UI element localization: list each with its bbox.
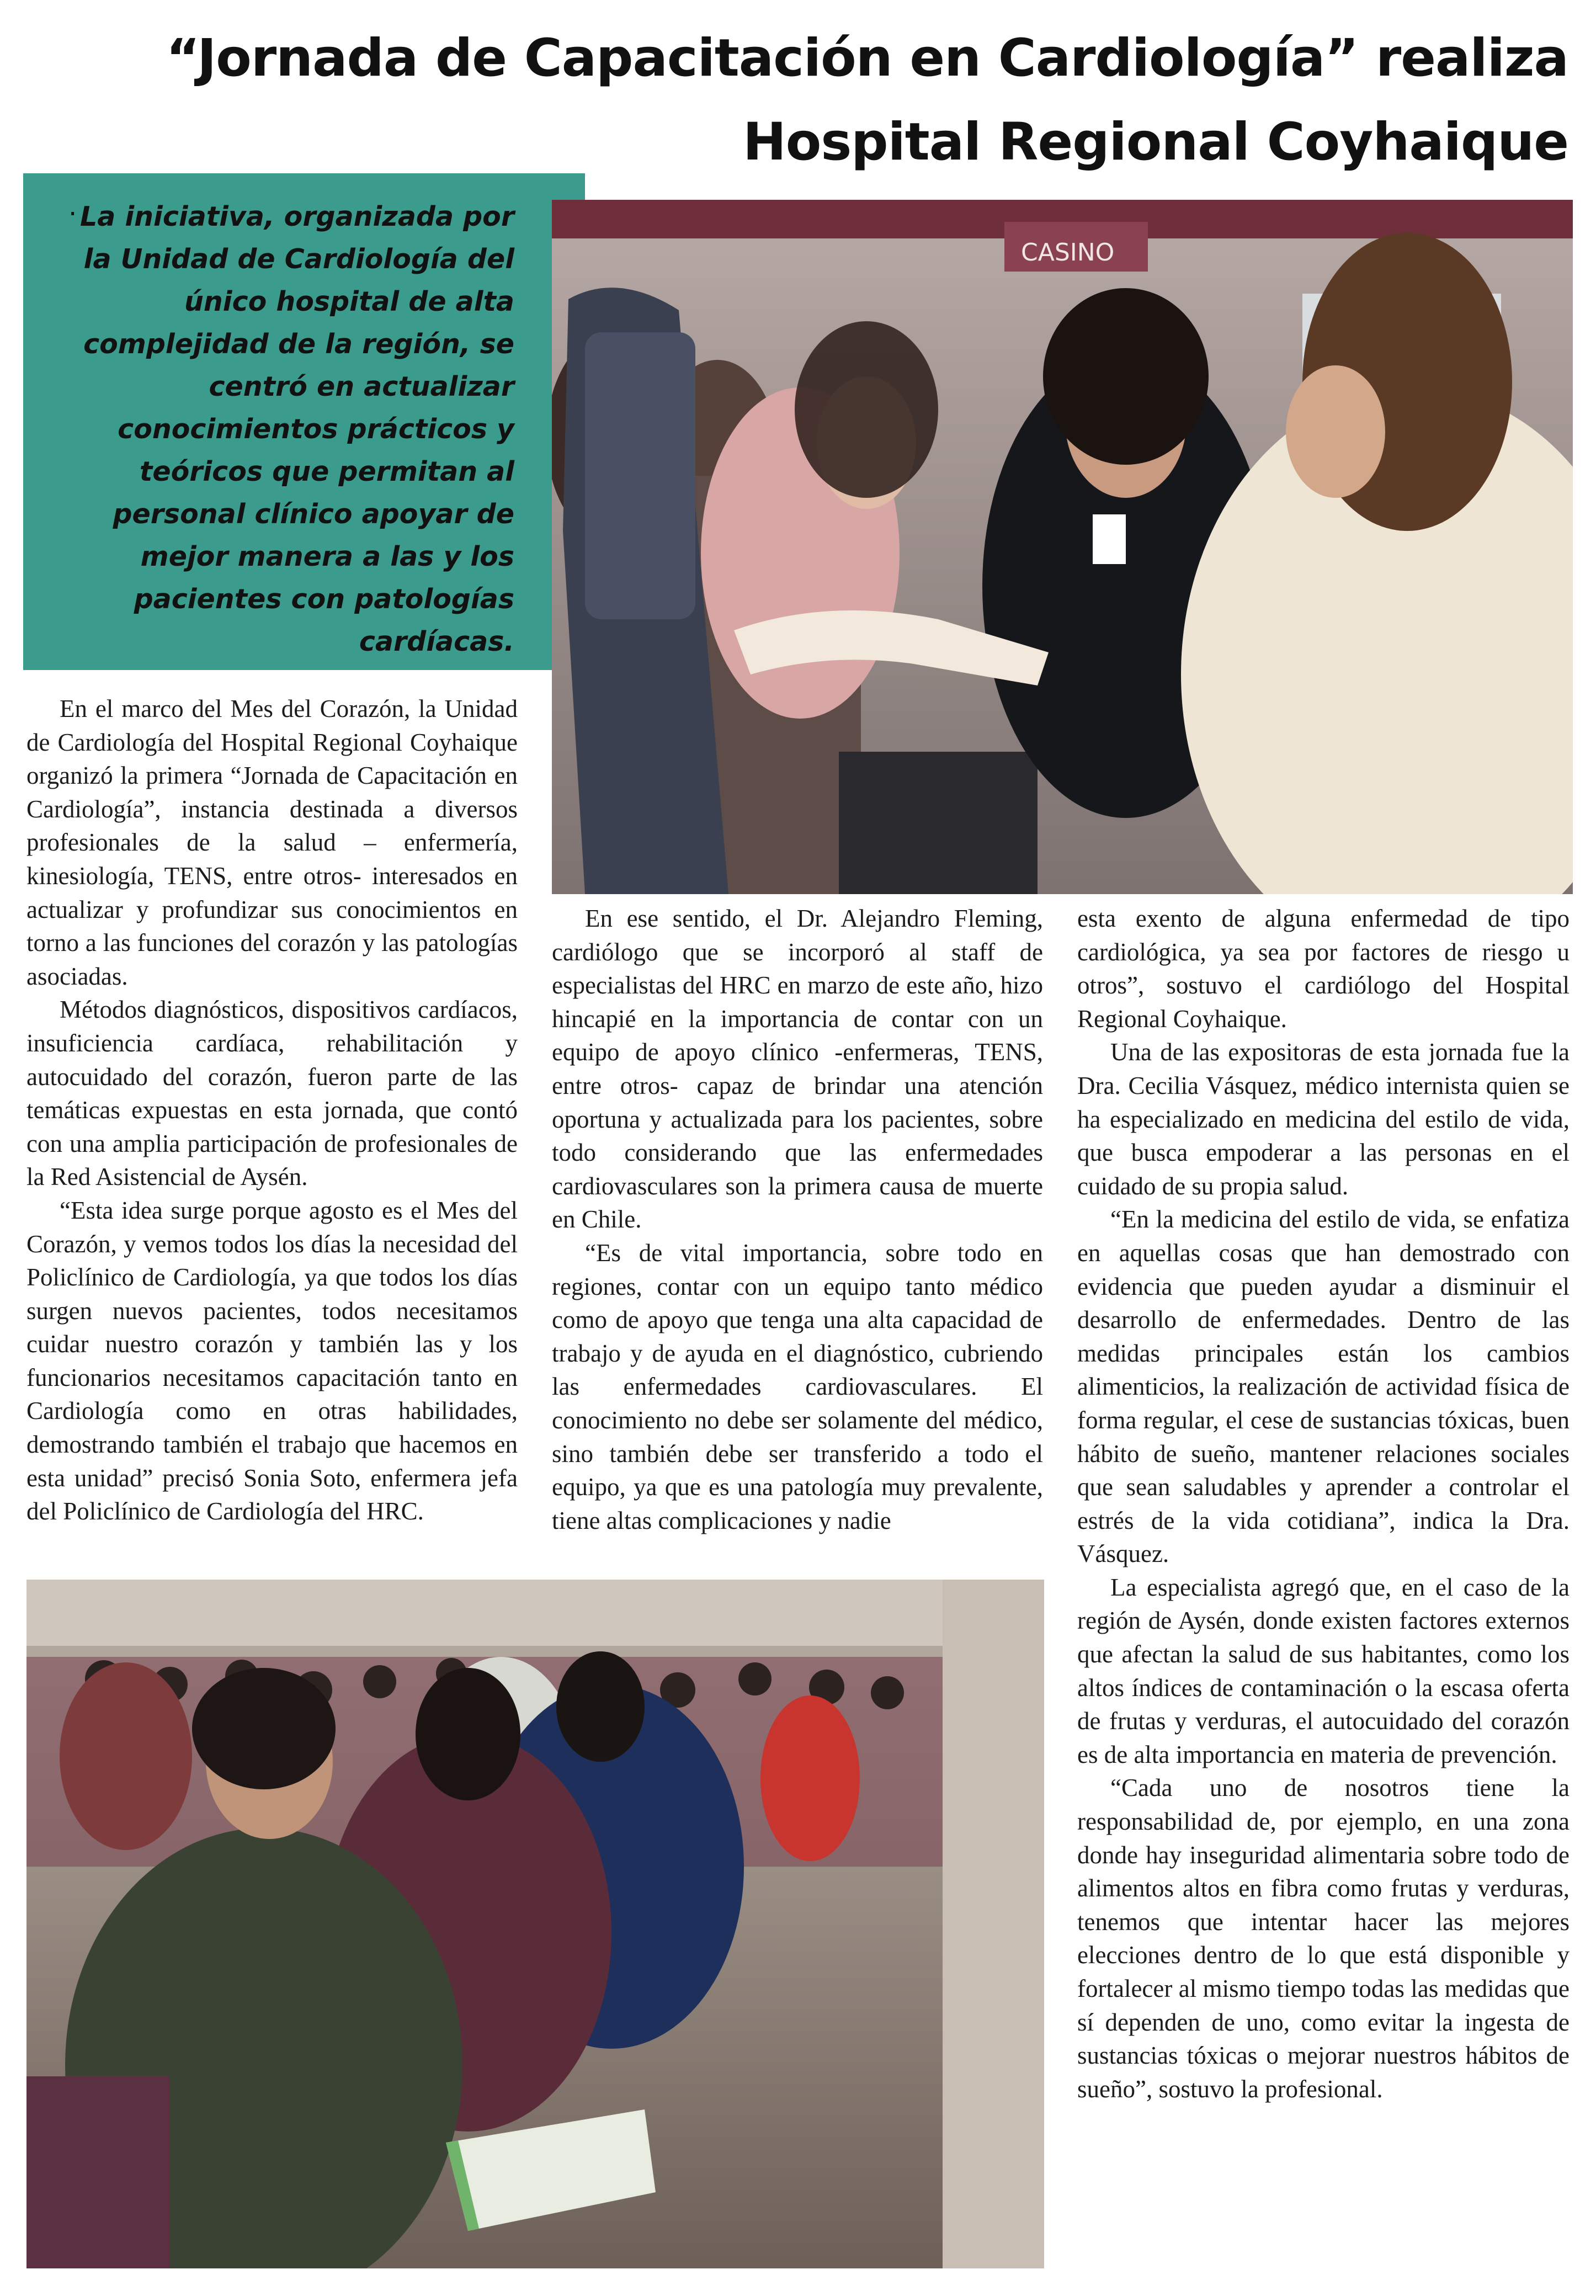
paragraph: En el marco del Mes del Corazón, la Unidad de Cardiología del Hospital Regional Coyhaique organizó la primera “Jornada de Capacitación en Cardiología”, instancia destinada a diversos profesionales de la salud – enfermería, kinesiología, TENS, entre otros- interesados en actualizar y profundizar sus conocimientos en torno a las funciones del corazón y las patologías asociadas.: [26, 695, 518, 990]
article-column-1: [26, 692, 518, 1528]
photo-audience: [26, 1580, 1044, 2268]
paragraph: “Es de vital importancia, sobre todo en regiones, contar con un equipo tanto médico como de apoyo que tenga una alta capacidad de trabajo y de ayuda en el diagnóstico, cubriendo las enfermedades cardiovasculares. El conocimiento no debe ser solamente del médico, sino también debe ser transferido a todo el equipo, ya que es una patología muy prevalente, tiene altas complicaciones y nadie: [552, 1239, 1043, 1534]
callout-text: La iniciativa, organizada por la Unidad de Cardiología del único hospital de alta complejidad de la región, se centró en actualizar conocimientos prácticos y teóricos que permitan al personal clínico apoyar de mejor manera a las y los pacientes con patologías cardíacas.: [80, 201, 514, 657]
photo-training-demonstration-image: [552, 200, 1573, 894]
paragraph: “Esta idea surge porque agosto es el Mes del Corazón, y vemos todos los días la necesidad del Policlínico de Cardiología, ya que todos los días surgen nuevos pacientes, todos necesitamos cuidar nuestro corazón y también las y los funcionarios necesitamos capacitación tanto en Cardiología como en otras habilidades, demostrando también el trabajo que hacemos en esta unidad” precisó Sonia Soto, enfermera jefa del Policlínico de Cardiología del HRC.: [26, 1196, 518, 1526]
article-title-line-2: Hospital Regional Coyhaique: [743, 112, 1568, 172]
casino-sign: CASINO: [1021, 238, 1115, 267]
photo-training-demonstration: [552, 200, 1573, 894]
paragraph: La especialista agregó que, en el caso de la región de Aysén, donde existen factores externos que afectan la salud de sus habitantes, como los altos índices de contaminación o la escasa oferta de frutas y verduras, el autocuidado del corazón es de alta importancia en materia de prevención.: [1077, 1573, 1570, 1768]
paragraph: Métodos diagnósticos, dispositivos cardíacos, insuficiencia cardíaca, rehabilitación y autocuidado del corazón, fueron parte de las temáticas expuestas en esta jornada, que contó con una amplia participación de profesionales de la Red Asistencial de Aysén.: [26, 996, 518, 1191]
article-column-3: [1077, 902, 1570, 2106]
paragraph: “En la medicina del estilo de vida, se enfatiza en aquellas cosas que han demostrado con evidencia que pueden ayudar a disminuir el desarrollo de enfermedades. Dentro de las medidas principales están los cambios alimenticios, la realización de actividad física de forma regular, el cese de sustancias tóxicas, buen hábito de sueño, mantener relaciones sociales que sean saludables y aprender a controlar el estrés de la vida cotidiana”, indica la Dra. Vásquez.: [1077, 1205, 1570, 1568]
paragraph: “Cada uno de nosotros tiene la responsabilidad de, por ejemplo, en una zona donde hay inseguridad alimentaria sobre todo de alimentos altos en fibra como frutas y verduras, tenemos que intentar hacer las mejores elecciones dentro de lo que está disponible y fortalecer al mismo tiempo todas las medidas que sí dependen de uno, como evitar la ingesta de sustancias tóxicas o mejorar nuestros hábitos de sueño”, sostuvo la profesional.: [1077, 1774, 1570, 2103]
article-title-line-1: “Jornada de Capacitación en Cardiología” realiza: [166, 28, 1568, 88]
photo-audience-image: [26, 1580, 1044, 2268]
article-column-2: [552, 902, 1043, 1537]
paragraph: esta exento de alguna enfermedad de tipo cardiológica, ya sea por factores de riesgo u otros”, sostuvo el cardiólogo del Hospital Regional Coyhaique.: [1077, 905, 1570, 1033]
paragraph: En ese sentido, el Dr. Alejandro Fleming, cardiólogo que se incorporó al staff de especialistas del HRC en marzo de este año, hizo hincapié en la importancia de contar con un equipo de apoyo clínico -enfermeras, TENS, entre otros- capaz de brindar una atención oportuna y actualizada para los pacientes, sobre todo considerando que las enfermedades cardiovasculares son la primera causa de muerte en Chile.: [552, 905, 1043, 1234]
article-title: [78, 17, 1568, 184]
bullet-icon: ·: [68, 199, 77, 230]
paragraph: Una de las expositoras de esta jornada fue la Dra. Cecilia Vásquez, médico internista quien se ha especializado en medicina del estilo de vida, que busca empoderar a las personas en el cuidado de su propia salud.: [1077, 1038, 1570, 1200]
highlight-callout: [23, 173, 585, 670]
